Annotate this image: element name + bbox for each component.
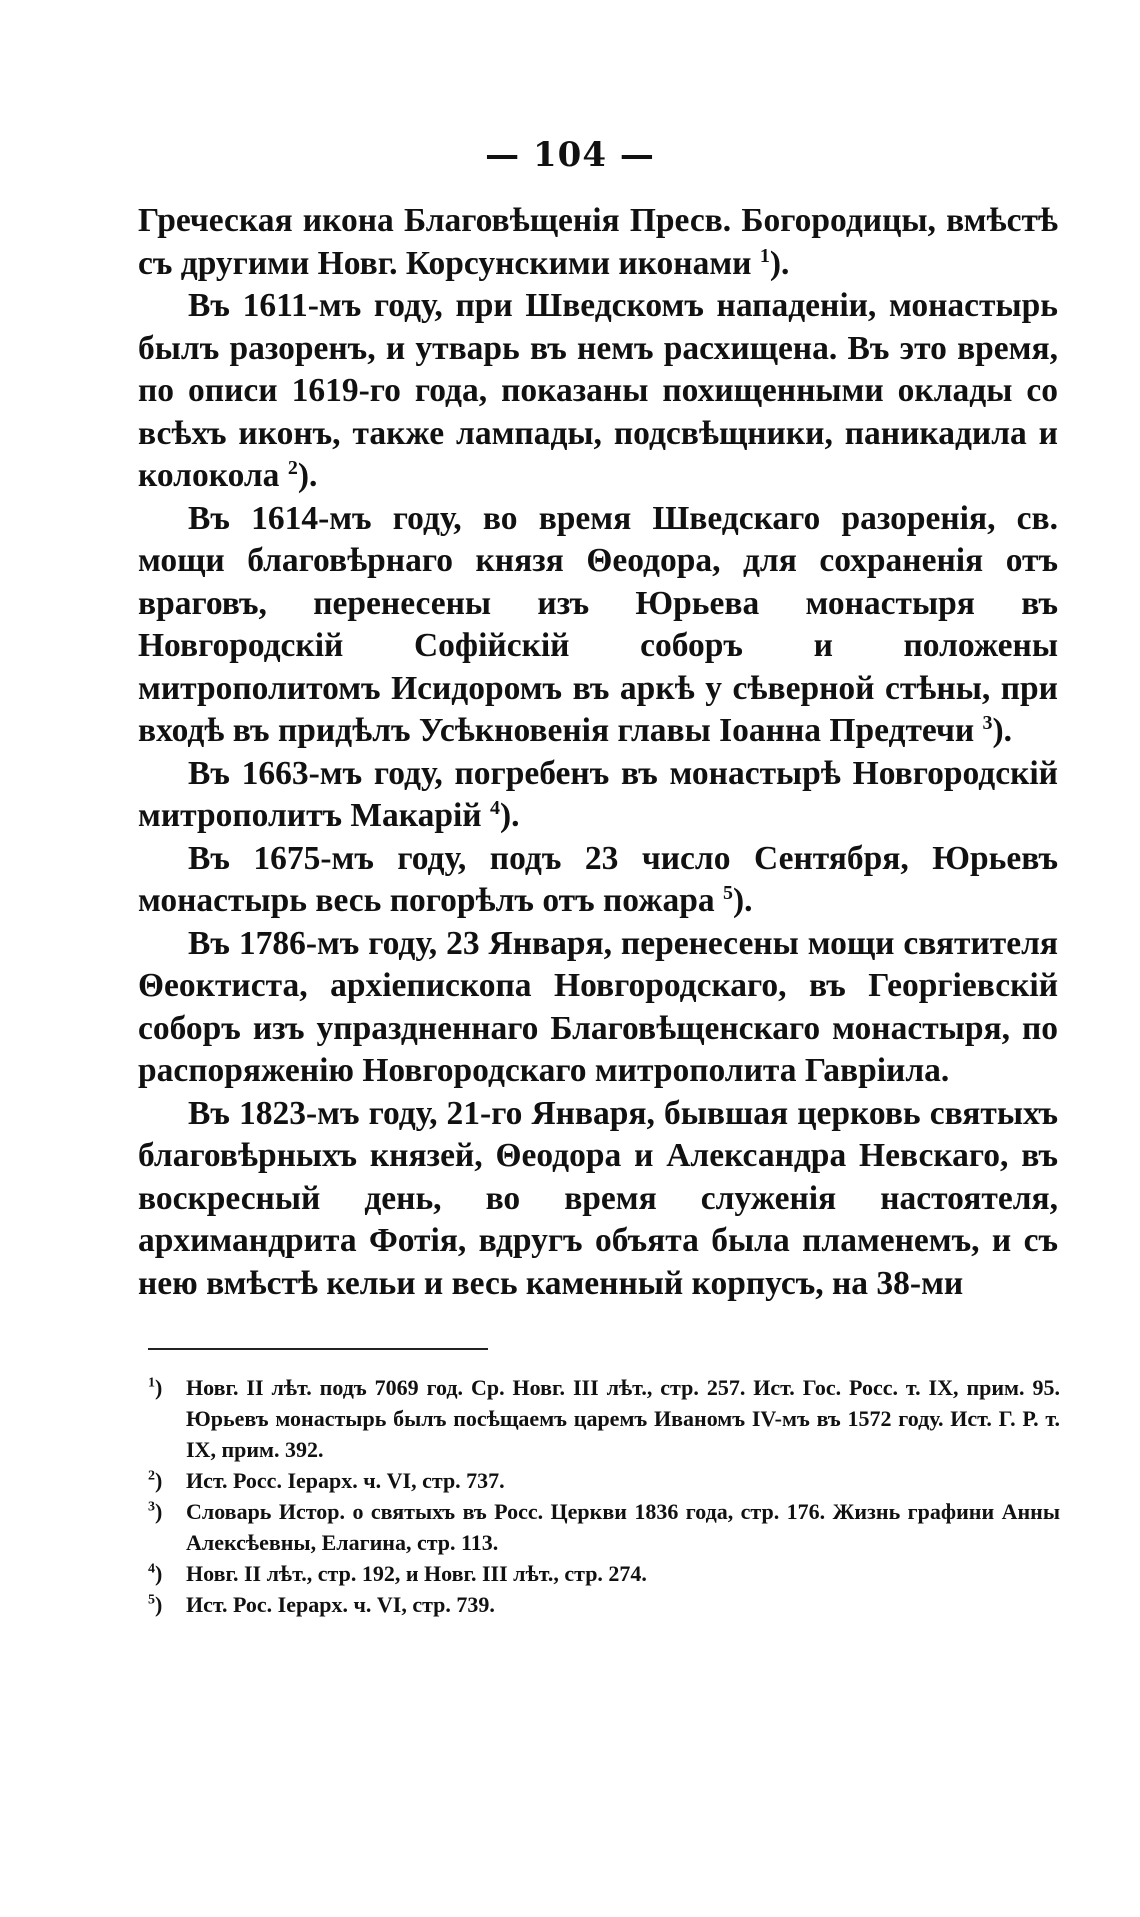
page-number: — 104 — (485, 135, 655, 175)
paragraph-7: Въ 1823-мъ году, 21-го Января, бывшая церковь святыхъ благовѣрныхъ князей, Θеодора и Александра Невскаго, въ воскресный день, во время служенія настоятеля, архимандрита Фотія, вдругъ объята была пламенемъ, и съ нею вмѣстѣ кельи и весь каменный корпусъ, на 38-ми (138, 1094, 1058, 1302)
paragraph-5: Въ 1675-мъ году, подъ 23 число Сентября, Юрьевъ монастырь весь погорѣлъ отъ пожара $^5$). (138, 839, 1058, 919)
footnote-3: $^3$) Словарь Истор. о святыхъ въ Росс. Церкви 1836 года, стр. 176. Жизнь графини Анны Алексѣевны, Елагина, стр. 113. (148, 1496, 1060, 1558)
footnote-ref-3: 3 (982, 711, 993, 734)
paragraph-4: Въ 1663-мъ году, погребенъ въ монастырѣ Новгородскій митрополитъ Макарій $^4$). (138, 754, 1058, 834)
paragraph-2: Въ 1611-мъ году, при Шведскомъ нападеніи, монастырь былъ разоренъ, и утварь въ немъ расхищена. Въ это время, по описи 1619-го года, показаны похищенными оклады со всѣхъ иконъ, также лампады, подсвѣщники, паникадила и колокола $^2$). (138, 287, 1058, 494)
paragraph-1: Греческая икона Благовѣщенія Пресв. Богородицы, вмѣстѣ съ другими Новг. Корсунскими иконами $^1$). (138, 202, 1058, 282)
footnote-mark: $^4$) (148, 1561, 163, 1586)
body-text (138, 200, 1058, 1305)
paragraph-6: Въ 1786-мъ году, 23 Января, перенесены мощи святителя Θеоктиста, архіепископа Новгородскаго, въ Георгіевскій соборъ изъ упраздненнаго Благовѣщенскаго монастыря, по распоряженію Новгородскаго митрополита Гавріила. (138, 924, 1058, 1089)
footnote-4: $^4$) Новг. II лѣт., стр. 192, и Новг. III лѣт., стр. 274. (148, 1558, 1060, 1589)
footnote-2: $^2$) Ист. Росс. Іерарх. ч. VI, стр. 737. (148, 1465, 1060, 1496)
footnote-divider (148, 1348, 488, 1350)
footnote-mark: $^3$) (148, 1499, 163, 1524)
footnotes (148, 1372, 1060, 1620)
footnote-ref-4: 4 (489, 796, 500, 819)
footnote-ref-1: 1 (759, 244, 770, 267)
footnote-5: $^5$) Ист. Рос. Іерарх. ч. VI, стр. 739. (148, 1589, 1060, 1620)
footnote-mark: $^2$) (148, 1468, 163, 1493)
footnote-ref-5: 5 (723, 881, 734, 904)
footnote-mark: $^1$) (148, 1375, 163, 1400)
paragraph-3: Въ 1614-мъ году, во время Шведскаго разоренія, св. мощи благовѣрнаго князя Θеодора, для сохраненія отъ враговъ, перенесены изъ Юрьева монастыря въ Новгородскій Софійскій соборъ и положены митрополитомъ Исидоромъ въ аркѣ у сѣверной стѣны, при входѣ въ придѣлъ Усѣкновенія главы Іоанна Предтечи $^3$). (138, 499, 1058, 749)
footnote-1: $^1$) Новг. II лѣт. подъ 7069 год. Ср. Новг. III лѣт., стр. 257. Ист. Гос. Росс. т. IX, прим. 95. Юрьевъ монастырь былъ посѣщаемъ царемъ Иваномъ IV-мъ въ 1572 году. Ист. Г. Р. т. IX, прим. 392. (148, 1372, 1060, 1465)
footnote-ref-2: 2 (287, 456, 298, 479)
footnote-mark: $^5$) (148, 1592, 163, 1617)
